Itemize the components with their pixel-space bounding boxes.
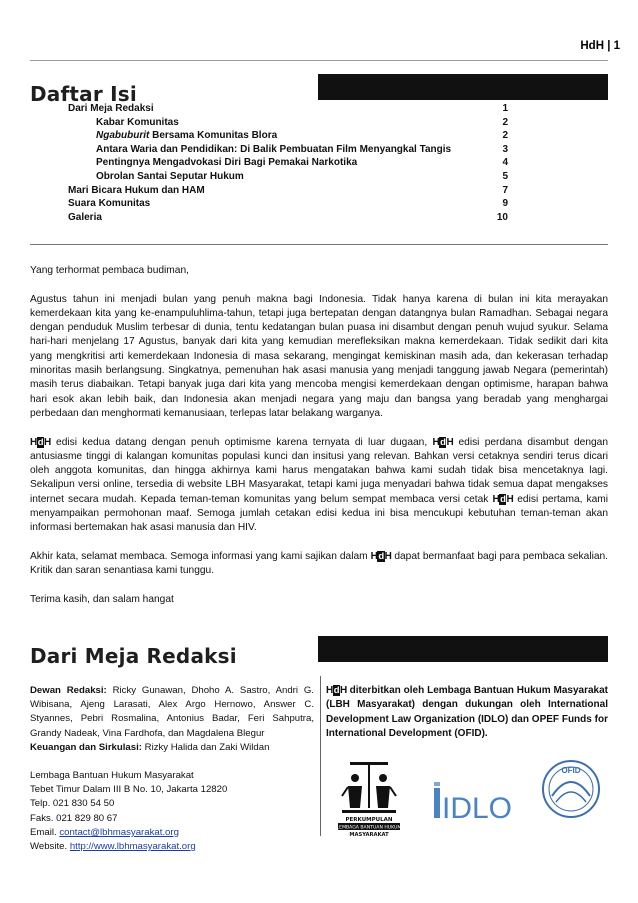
idlo-logo [432, 774, 520, 834]
editorial-board: Dewan Redaksi: Ricky Gunawan, Dhoho A. Sastro, Andri G. Wibisana, Ajeng Larasati, Alex Argo Hernowo, Answer C. Styannes, Pebri Rosmalina, Antonius Badar, Feri Sahputra, Grandy Nadeak, Vina Fardhofa, dan Magdalena Blegur [30, 685, 314, 739]
hdh-logo: HdH [492, 493, 514, 505]
toc-item[interactable]: Dari Meja Redaksi 1 [68, 103, 508, 114]
hdh-logo: HdH [432, 436, 454, 448]
finance-circulation: Keuangan dan Sirkulasi: Rizky Halida dan Zaki Wildan [30, 741, 270, 753]
toc-divider [30, 244, 608, 245]
toc-item[interactable]: Suara Komunitas 9 [68, 198, 508, 210]
svg-text:LEMBAGA BANTUAN HUKUM: LEMBAGA BANTUAN HUKUM [336, 825, 402, 831]
table-of-contents [68, 102, 508, 224]
toc-item[interactable]: Mari Bicara Hukum dan HAM 7 [68, 184, 508, 196]
toc-item[interactable]: Ngabuburit Bersama Komunitas Blora 2 [96, 130, 508, 142]
publisher-statement: HdH diterbitkan oleh Lembaga Bantuan Hukum Masyarakat (LBH Masyarakat) dengan dukungan oleh International Development Law Organization (IDLO) dan OPEF Funds for International Development (OFID). [326, 685, 608, 739]
toc-item[interactable]: Kabar Komunitas 2 [96, 116, 508, 128]
hdh-logo: HdH [370, 550, 392, 562]
svg-text:MASYARAKAT: MASYARAKAT [349, 832, 389, 838]
toc-item[interactable]: Obrolan Santai Seputar Hukum 5 [96, 170, 508, 182]
lbh-masyarakat-logo [328, 756, 410, 838]
svg-text:IDLO: IDLO [442, 792, 513, 825]
org-email: Email. contact@lbhmasyarakat.org [30, 826, 179, 838]
letter-paragraph-2: HdH edisi kedua datang dengan penuh optimisme karena ternyata di luar dugaan, HdH edisi perdana disambut dengan antusiasme tinggi di kalangan komunitas populasi kunci dan insitusi yang relevan. Bahkan versi cetaknya sendiri terus dicari oleh anggota komunitas, dan hingga akhirnya kami harus mengatakan bahwa kami sudah tidak bisa mencetaknya lagi. Sekalipun versi online, tersedia di website LBH Masyarakat, tetapi kami juga menyadari bahwa tidak semua dapat mengakses internet secara mudah. Kepada teman-teman komunitas yang belum sempat membaca versi cetak HdH edisi pertama, kami menyampaikan permohonan maaf. Semoga jumlah cetakan edisi kedua ini bisa mencukupi kebutuhan teman-teman akan informasi bertemakan hak asasi manusia dan HIV. [30, 436, 609, 534]
toc-item[interactable]: Antara Waria dan Pendidikan: Di Balik Pembuatan Film Menyangkal Tangis 3 [96, 143, 508, 155]
header-divider [30, 60, 608, 61]
org-address: Tebet Timur Dalam III B No. 10, Jakarta 12820 [30, 784, 228, 796]
hdh-logo: HdH [326, 685, 347, 696]
svg-text:PERKUMPULAN: PERKUMPULAN [345, 817, 393, 823]
letter-closing: Terima kasih, dan salam hangat [30, 593, 174, 605]
org-phone: Telp. 021 830 54 50 [30, 798, 115, 810]
hdh-logo: HdH [30, 436, 51, 448]
website-link[interactable]: http://www.lbhmasyarakat.org [69, 841, 196, 853]
toc-title-bar [318, 74, 608, 100]
masthead [30, 684, 314, 854]
toc-title: Daftar Isi [30, 82, 137, 106]
org-fax: Faks. 021 829 80 67 [30, 812, 118, 824]
redaksi-title: Dari Meja Redaksi [30, 644, 237, 668]
editorial-letter [30, 264, 608, 621]
email-link[interactable]: contact@lbhmasyarakat.org [59, 826, 179, 838]
toc-item[interactable]: Galeria 10 [68, 211, 508, 223]
letter-paragraph-1: Agustus tahun ini menjadi bulan yang penuh makna bagi Indonesia. Tidak hanya karena di bulan ini kita merayakan kemerdekaan kita yang ke-enampuluhlima-tahun, tetapi juga bertepatan dengan datangnya bulan Ramadhan. Sebagai negara dengan penduduk Muslim terbesar di dunia, tentu kedatangan bulan puasa ini disambut dengan penuh wujud syukur. Selama hari-hari menjelang 17 Agustus, banyak dari kita yang kemudian merefleksikan makna kemerdekaan. Tidak sedikit dari kita yang mengkritisi arti kemerdekaan Indonesia di masa sekarang, mengingat kemiskinan masih ada, dan kekerasan terhadap minoritas masih berlangsung. Singkatnya, pemenuhan hak asasi manusia yang menjadi tanggung jawab Negara (pemerintah) masih terus diabaikan. Tetapi banyak juga dari kita yang mencoba mengisi kemerdekaan dengan optimisme, harapan bahwa hari esok akan lebih baik, dan Indonesia akan menjadi negara yang maju dan bangsa yang beradab yang menghargai perbedaan dan menghormati kemanusiaan, terlepas latar belakang warganya. [30, 293, 608, 419]
letter-greeting: Yang terhormat pembaca budiman, [30, 265, 189, 276]
toc-item[interactable]: Pentingnya Mengadvokasi Diri Bagi Pemakai Narkotika 4 [96, 157, 508, 169]
column-divider [320, 676, 321, 836]
redaksi-title-bar [318, 636, 608, 662]
org-name: Lembaga Bantuan Hukum Masyarakat [30, 770, 194, 782]
letter-paragraph-3: Akhir kata, selamat membaca. Semoga informasi yang kami sajikan dalam HdH dapat bermanfaat bagi para pembaca sekalian. Kritik dan saran senantiasa kami tunggu. [30, 550, 609, 577]
org-website: Website. http://www.lbhmasyarakat.org [30, 841, 196, 853]
page-header: HdH | 1 [580, 40, 620, 52]
svg-text:OFID: OFID [561, 766, 581, 775]
sponsor-logos [328, 756, 608, 846]
ofid-logo [538, 756, 604, 832]
